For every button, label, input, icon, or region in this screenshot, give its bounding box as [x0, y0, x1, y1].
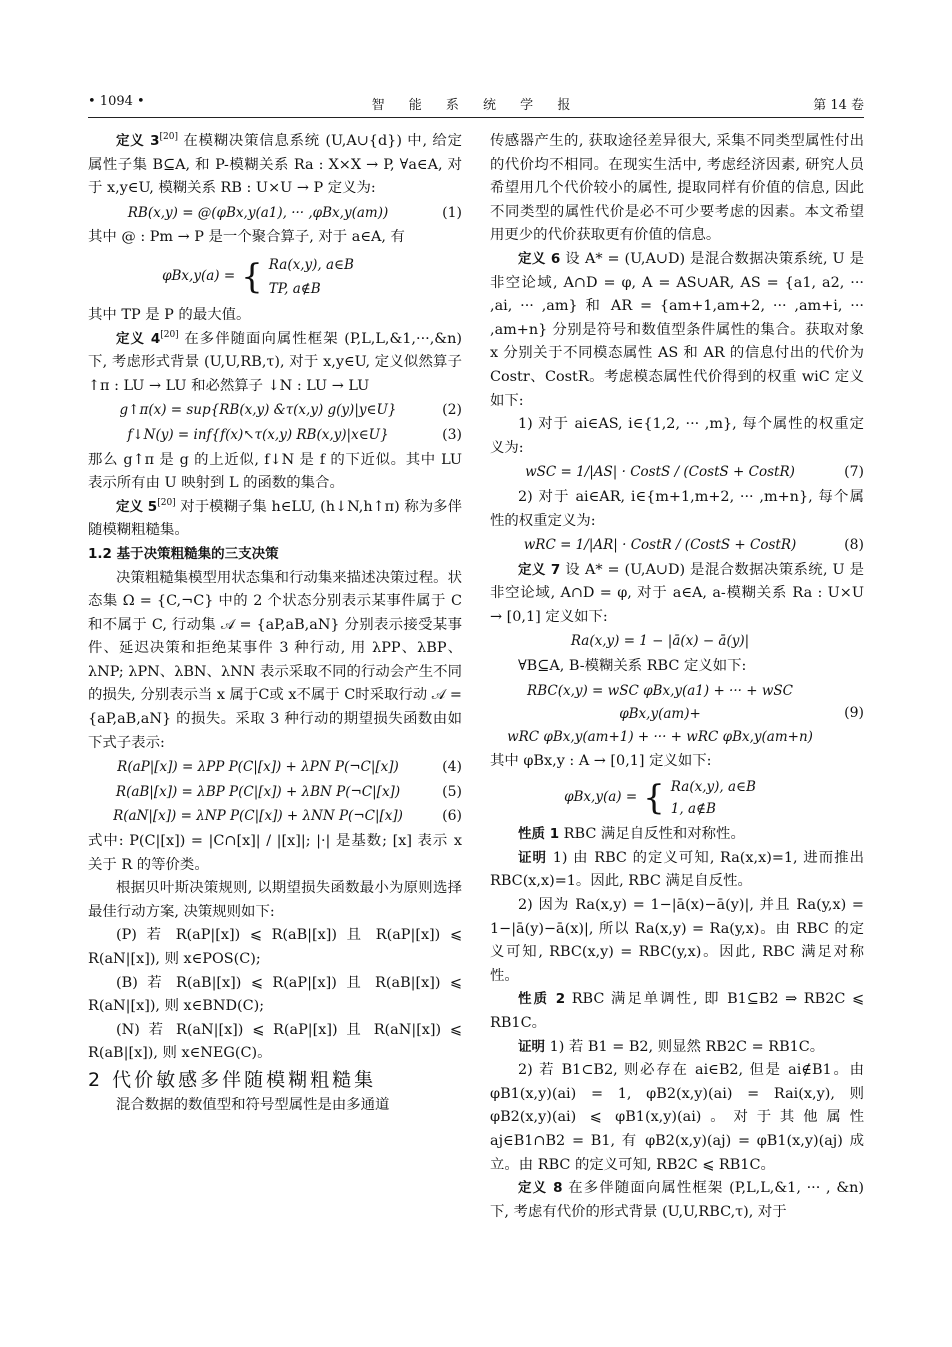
continued-paragraph: 传感器产生的, 获取途径差异很大, 采集不同类型属性付出的代价均不相同。在现实生活中, 考虑经济因素, 研究人员希望用几个代价较小的属性, 提取同样有价值的信息, 因此不同类型的属性代价是必不可少要考虑的因素。本文希望用更少的代价获取更有价值的信息。: [490, 133, 864, 244]
definition-3: [88, 130, 462, 201]
definition-6: 定义 6 设 A* = (U,A∪D) 是混合数据决策系统, U 是非空论域, A∩D = φ, A = AS∪AR, AS = {a1, a2, ··· ,ai, ··· ,am} 和 AR = {am+1,am+2, ··· ,am+i, ··· ,am+n} 分别是符号和数值型条件属性的集合。获取对象 x 分别关于不同模态属性 AS 和 AR 的信息付出的代价为 Costr、CostR。考虑模态属性代价得到的权重 wiC 定义如下:: [490, 250, 865, 409]
section-2-heading: 2 代价敏感多伴随模糊粗糙集: [88, 1068, 377, 1091]
forall-b-line: ∀B⊆A, B-模糊关系 RBC 定义如下:: [518, 658, 747, 675]
equation-4: R(aP|[x]) = λPP P(C|[x]) + λPN P(¬C|[x]) (4): [117, 759, 462, 776]
proof-1-part-1: 证明 1) 由 RBC 的定义可知, Ra(x,x)=1, 进而推出 RBC(x,x)=1。因此, RBC 满足自反性。: [490, 849, 864, 890]
running-header: [88, 94, 864, 114]
after-eq6: 式中: P(C|[x]) = |C∩[x]| / |[x]|; |·| 是基数; [x] 表示 x 关于 R 的等价类。: [88, 833, 462, 873]
equation-3: f↓N(y) = inf{f(x)↖τ(x,y) RB(x,y)|x∈U} (3): [127, 426, 462, 443]
rule-positive: (P) 若 R(aP|[x]) ⩽ R(aB|[x]) 且 R(aP|[x]) ⩽ R(aN|[x]), 则 x∈POS(C);: [88, 927, 462, 967]
equation-9: RBC(x,y) = wSC φBx,y(a1) + ··· + wSC φBx,y(am)+ wRC φBx,y(am+1) + ··· + wRC φBx,y(am+n) (9): [507, 682, 864, 745]
journal-title: 智 能 系 统 学 报: [371, 98, 581, 113]
definition-4: 定义 4[20] 在多伴随面向属性框架 (P,L,L,&1,···,&n) 下, 考虑形式背景 (U,U,RB,τ), 对于 x,y∈U, 定义似然算子 ↑π : LU → LU 和必然算子 ↓N : LU → LU: [88, 329, 463, 394]
property-1: 性质 1 RBC 满足自反性和对称性。: [518, 826, 745, 843]
rule-negative: (N) 若 R(aN|[x]) ⩽ R(aP|[x]) 且 R(aN|[x]) ⩽ R(aB|[x]), 则 x∈NEG(C)。: [88, 1021, 462, 1062]
section-1-2-heading: 1.2 基于决策粗糙集的三支决策: [88, 545, 279, 562]
def3-citation: [20]: [159, 132, 178, 143]
equation-5: R(aB|[x]) = λBP P(C|[x]) + λBN P(¬C|[x]) (5): [115, 783, 462, 800]
property-2: 性质 2 RBC 满足单调性, 即 B1⊆B2 ⇒ RB2C ⩽ RB1C。: [490, 991, 865, 1031]
item-2: 2) 对于 ai∈AR, i∈{m+1,m+2, ··· ,m+n}, 每个属性的权重定义为:: [490, 488, 864, 529]
left-column: [88, 130, 462, 1118]
after-eq1: 其中 @ : Pm → P 是一个聚合算子, 对于 a∈A, 有: [88, 229, 405, 246]
after-piecewise-1: 其中 TP 是 P 的最大值。: [88, 306, 251, 323]
equation-8: wRC = 1/|AR| · CostR / (CostS + CostR) (8): [523, 537, 864, 554]
proof-1-part-2: 2) 因为 Ra(x,y) = 1−|ā(x)−ā(y)|, 并且 Ra(y,x) = 1−|ā(y)−ā(x)|, 所以 Ra(x,y) = Ra(y,x)。由 RBC 的定义可知, RBC(x,y) = RBC(y,x)。因此, RBC 满足对称性。: [490, 897, 864, 984]
page-number: • 1094 •: [88, 94, 145, 109]
equation-7: wSC = 1/|AS| · CostS / (CostS + CostR) (7): [525, 464, 864, 481]
dtrs-paragraph: 决策粗糙集模型用状态集和行动集来描述决策过程。状态集 Ω = {C,¬C} 中的 2 个状态分别表示某事件属于 C 和不属于 C, 行动集 𝒜 = {aP,aB,aN} 分别表示接受某事件、延迟决策和拒绝某事件 3 种行动, 用 λPP、λBP、λNP; λPN、λBN、λNN 表示采取不同的行动会产生不同的损失, 分别表示当 x 属于C或 x不属于 C时采取行动 𝒜 = {aP,aB,aN} 的损失。采取 3 种行动的期望损失函数由如下式子表示:: [88, 569, 462, 751]
after-eq3: 那么 g↑π 是 g 的上近似, f↓N 是 f 的下近似。其中 LU 表示所有由 U 映射到 L 的函数的集合。: [88, 451, 462, 492]
equation-ra: Ra(x,y) = 1 − |ā(x) − ā(y)|: [570, 633, 750, 650]
volume-label: 第 14 卷: [813, 98, 864, 113]
section-2-paragraph: 混合数据的数值型和符号型属性是由多通道: [116, 1096, 390, 1113]
definition-8: 定义 8 在多伴随面向属性框架 (P,L,L,&1, ··· , &n) 下, 考虑有代价的形式背景 (U,U,RBC,τ), 对于: [490, 1180, 865, 1220]
equation-6: R(aN|[x]) = λNP P(C|[x]) + λNN P(¬C|[x]) (6): [113, 808, 462, 825]
header-rule: [88, 117, 864, 118]
piecewise-phi-2: φBx,y(a) = { Ra(x,y), a∈B 1, a∉B: [564, 778, 756, 819]
item-1: 1) 对于 ai∈AS, i∈{1,2, ··· ,m}, 每个属性的权重定义为:: [490, 416, 864, 456]
proof-2-part-2: 2) 若 B1⊂B2, 则必存在 ai∈B2, 但是 ai∉B1。由 φB1(x,y)(ai) = 1, φB2(x,y)(ai) = Rai(x,y), 则 φB2(x,y)(ai) ⩽ φB1(x,y)(ai)。对于其他属性 aj∈B1∩B2 = B1, 有 φB2(x,y)(aj) = φB1(x,y)(aj) 成立。由 RBC 的定义可知, RB2C ⩽ RB1C。: [490, 1062, 864, 1173]
def3-label: 定义 3: [116, 133, 160, 149]
right-column: [490, 130, 864, 1224]
bayes-paragraph: 根据贝叶斯决策规则, 以期望损失函数最小为原则选择最佳行动方案, 决策规则如下:: [88, 880, 462, 920]
def3-text: 在模糊决策信息系统 (U,A∪{d}) 中, 给定属性子集 B⊆A, 和 P-模糊关系 Ra : X×X → P, ∀a∈A, 对于 x,y∈U, 模糊关系 RB : U×U → P 定义为:: [88, 133, 463, 197]
definition-5: 定义 5[20] 对于模糊子集 h∈LU, (h↓N,h↑π) 称为多伴随模糊粗糙集。: [88, 497, 462, 539]
piecewise-phi-1: φBx,y(a) = { Ra(x,y), a∈B TP, a∉B: [162, 256, 354, 297]
proof-2-part-1: 证明 1) 若 B1 = B2, 则显然 RB2C = RB1C。: [518, 1038, 825, 1055]
equation-1: RB(x,y) = @(φBx,y(a1), ··· ,φBx,y(am)) (1): [127, 204, 462, 221]
definition-7: 定义 7 设 A* = (U,A∪D) 是混合数据决策系统, U 是非空论域, A∩D = φ, 对于 a∈A, a-模糊关系 Ra : U×U → [0,1] 定义如下:: [490, 561, 865, 625]
where-phi-line: 其中 φBx,y : A → [0,1] 定义如下:: [490, 752, 712, 769]
rule-boundary: (B) 若 R(aB|[x]) ⩽ R(aP|[x]) 且 R(aB|[x]) ⩽ R(aN|[x]), 则 x∈BND(C);: [88, 974, 462, 1015]
equation-2: g↑π(x) = sup{RB(x,y) &τ(x,y) g(y)|y∈U} (2): [119, 402, 462, 419]
